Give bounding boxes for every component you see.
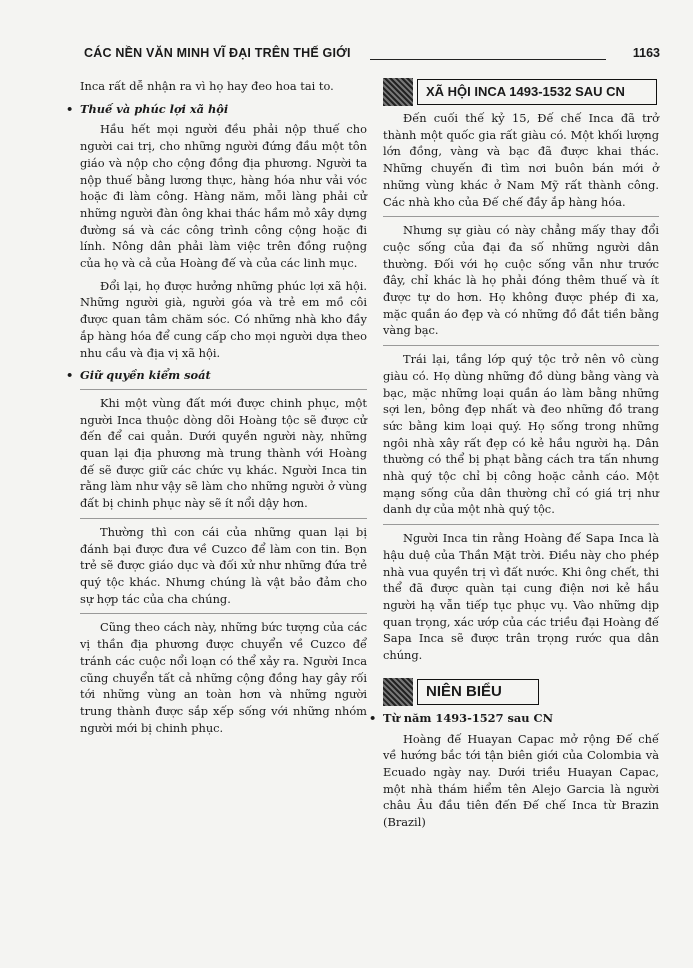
- paragraph: Khi một vùng đất mới được chinh phục, một người Inca thuộc dòng dõi Hoàng tộc sẽ được cử đến để cai quản. Dưới quyền người này, những quan lại địa phương mà trung thành với Hoàng đế sẽ được giữ các chức vụ khác. Người Inca tin rằng làm như vậy sẽ làm cho những người ở vùng đất bị chinh phục này sẽ ít nổi dậy hơn.: [80, 395, 367, 511]
- timeline-heading: [369, 710, 659, 727]
- section-heading-control: [66, 367, 367, 384]
- paragraph: Đến cuối thế kỷ 15, Đế chế Inca đã trở thành một quốc gia rất giàu có. Một khối lượng lớn đồng, vàng và bạc đã được khai thác. Những chuyến đi tìm nơi buôn bán mới ở những vùng khác ở Nam Mỹ rất thành công. Các nhà kho của Đế chế đầy ắp hàng hóa.: [383, 111, 659, 209]
- paragraph: Người Inca tin rằng Hoàng đế Sapa Inca là hậu duệ của Thần Mặt trời. Điều này cho phép nhà vua quyền trị vì đất nước. Khi ông chết, thi thể đã được quàn tại cung điện nơi kẻ hầu người hạ vẫn tiếp tục phục vụ. Vào những dịp quan trọng, xác ướp của các triều đại Hoàng đế Sapa Inca sẽ được trân trọng rước qua dân chúng.: [383, 531, 659, 663]
- paragraph: Nhưng sự giàu có này chẳng mấy thay đổi cuộc sống của đại đa số những người dân thường. Đối với họ cuộc sống vẫn như trước đây, chỉ khác là họ phải đóng thêm thuế và ít được tự do hơn. Họ không được phép đi xa, mặc quần áo đẹp và có những đồ đắt tiền bằng vàng bạc.: [383, 223, 659, 338]
- running-header: [40, 46, 660, 66]
- section-banner-timeline: [383, 678, 659, 706]
- divider: [80, 389, 367, 390]
- intro-paragraph: Inca rất dễ nhận ra vì họ hay đeo hoa tai to.: [80, 79, 334, 93]
- bullet-icon: •: [66, 368, 74, 383]
- timeline-heading-text: Từ năm 1493-1527 sau CN: [383, 710, 554, 725]
- divider: [383, 524, 659, 525]
- section-heading-text: Thuế và phúc lợi xã hội: [80, 101, 229, 116]
- header-rule: [370, 59, 606, 60]
- banner-title: XÃ HỘI INCA 1493-1532 SAU CN: [417, 79, 657, 105]
- decorative-picture-icon: [383, 78, 413, 106]
- decorative-picture-icon: [383, 678, 413, 706]
- section-heading-text: Giữ quyền kiểm soát: [80, 368, 211, 383]
- section-heading-taxes: [66, 101, 367, 118]
- page-number: 1163: [632, 46, 660, 60]
- bullet-icon: •: [66, 101, 74, 116]
- section-banner-inca-society: [383, 78, 659, 106]
- paragraph: Cũng theo cách này, những bức tượng của các vị thần địa phương được chuyển về Cuzco để tránh các cuộc nổi loạn có thể xảy ra. Người Inca cũng chuyển tất cả những cộng đồng hay gây rối tới những vùng an toàn hơn và những người trung thành được sắp xếp sống với những nhóm người mới bị chinh phục.: [80, 620, 367, 735]
- paragraph: Thường thì con cái của những quan lại bị đánh bại được đưa về Cuzco để làm con tin. Bọn trẻ sẽ được giáo dục và đối xử như những đứa trẻ quý tộc khác. Nhưng chúng là vật bảo đảm cho sự hợp tác của cha chúng.: [80, 524, 367, 606]
- paragraph: Đổi lại, họ được hưởng những phúc lợi xã hội. Những người già, người góa và trẻ em mồ côi được quan tâm chăm sóc. Có những nhà kho đầy ắp hàng hóa để cung cấp cho mọi người dựa theo nhu cầu và địa vị xã hội.: [80, 278, 367, 360]
- paragraph: Hầu hết mọi người đều phải nộp thuế cho người cai trị, cho những người đứng đầu một tôn giáo và nộp cho cộng đồng địa phương. Người ta nộp thuế bằng lương thực, hàng hóa như vải vóc hoặc đi làm công. Hàng năm, mỗi làng phải cử những người đàn ông khai thác hầm mỏ xây dựng đường sá và các công trình công cộng hoặc đi lính. Nông dân phải làm việc trên đồng ruộng của họ và cả của Hoàng đế và của các linh mục.: [80, 122, 367, 271]
- running-title: CÁC NỀN VĂN MINH VĨ ĐẠI TRÊN THẾ GIỚI: [84, 46, 351, 60]
- divider: [80, 613, 367, 614]
- left-column: [66, 78, 367, 742]
- paragraph: Hoàng đế Huayan Capac mở rộng Đế chế về hướng bắc tới tận biên giới của Colombia và Ecuado ngày nay. Dưới triều Huayan Capac, một nhà thám hiểm tên Alejo Garcia là người châu Âu đầu tiên đến Đế chế Inca từ Brazin (Brazil): [383, 731, 659, 830]
- divider: [80, 518, 367, 519]
- right-column: [369, 78, 659, 837]
- banner-title: NIÊN BIỂU: [417, 679, 539, 705]
- divider: [383, 216, 659, 217]
- paragraph: Trái lại, tầng lớp quý tộc trở nên vô cùng giàu có. Họ dùng những đồ dùng bằng vàng và bạc, mặc những loại quần áo làm bằng những sợi len, bông đẹp nhất và đeo những đồ trang sức bằng kim loại quý. Họ sống trong những ngôi nhà xây rất đẹp có kẻ hầu người hạ. Dân thường có thể bị phạt bằng cách tra tấn nhưng nhà quý tộc chỉ bị công hoặc cảnh cáo. Một mạng sống của dân thường chỉ có giá trị như danh dự của một nhà quý tộc.: [383, 352, 659, 517]
- divider: [383, 345, 659, 346]
- bullet-icon: •: [369, 710, 377, 725]
